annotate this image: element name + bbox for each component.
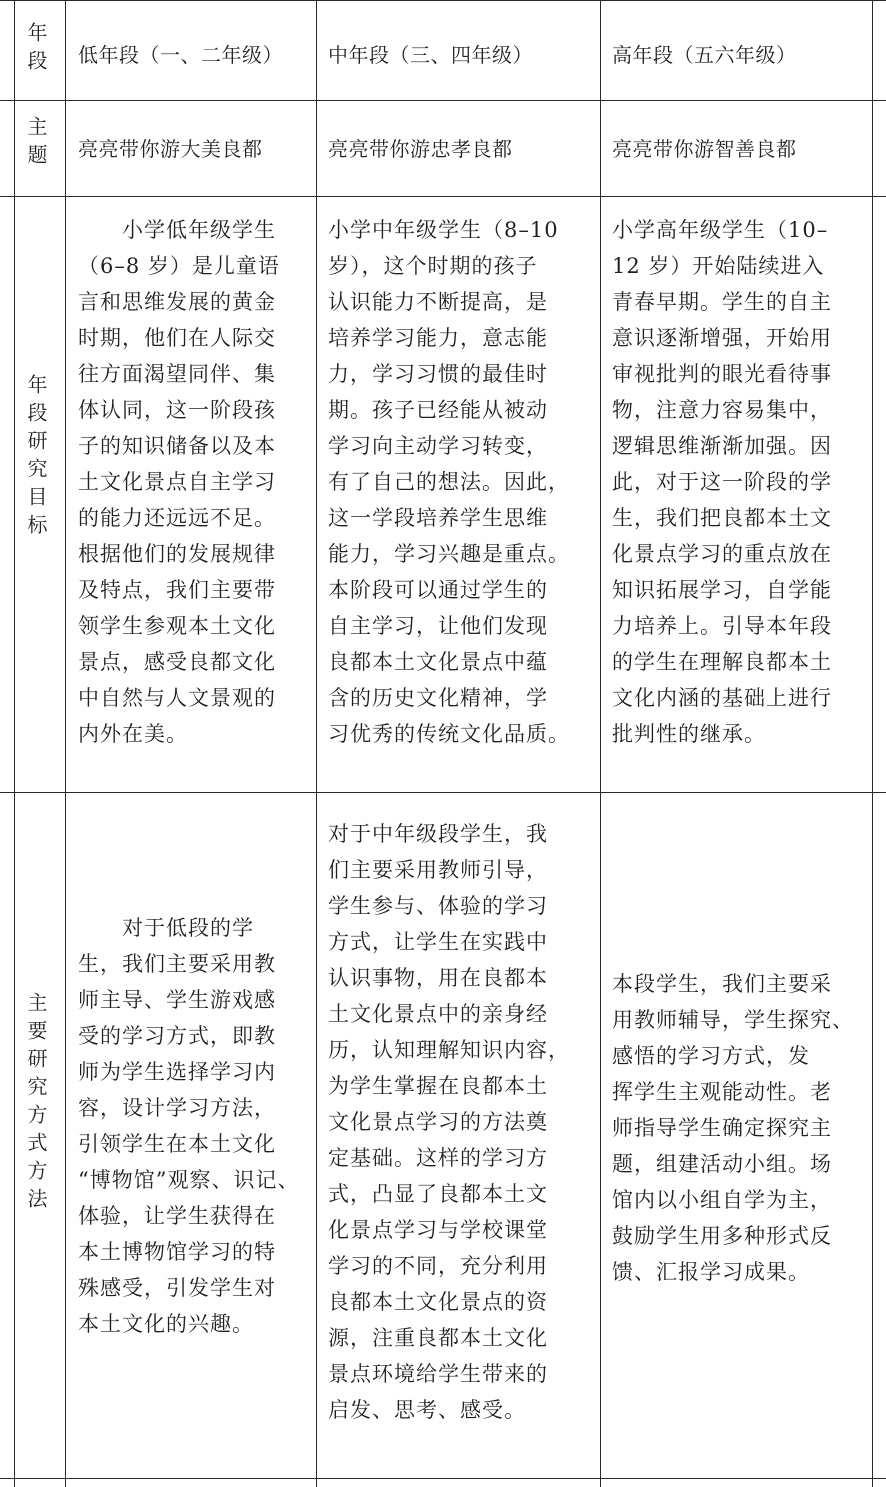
row-label-method: 主要研究方式方法 <box>24 992 48 1216</box>
goal-low-text: 小学低年级学生 （6–8 岁）是儿童语 言和思维发展的黄金 时期，他们在人际交 往方面渴望同伴、集 体认同，这一阶段孩 子的知识储备以及本 土文化景点自主学习 的能力还远远不足。 根据他们的发展规律 及特点，我们主要带 领学生参观本土文化 景点，感受良都文化 中自然与人文景观的 内外在美。 <box>78 218 280 746</box>
table-divider-col2 <box>316 0 317 1487</box>
table-divider-col3 <box>600 0 601 1487</box>
method-high-text: 本段学生，我们主要采 用教师辅导，学生探究、 感悟的学习方式，发 挥学生主观能动性。老 师指导学生确定探究主 题，组建活动小组。场 馆内以小组自学为主， 鼓励学生用多种形式反 馈、汇报学习成果。 <box>612 972 854 1284</box>
table-border-top <box>0 0 886 1</box>
row-label-theme: 主题 <box>24 116 48 172</box>
header-high-grade: 高年段（五六年级） <box>612 43 797 67</box>
table-border-left <box>14 0 15 1487</box>
row-label-grade: 年段 <box>24 22 48 78</box>
row-label-goal: 年段研究目标 <box>24 374 48 542</box>
method-mid-text: 对于中年级段学生，我 们主要采用教师引导， 学生参与、体验的学习 方式，让学生在实践中 认识事物，用在良都本 土文化景点中的亲身经 历，认知理解知识内容， 为学生掌握在良都本土 文化景点学习的方法奠 定基础。这样的学习方 式，凸显了良都本土文 化景点学习与学校课堂 学习的不同，充分利用 良都本土文化景点的资 源，注重良都本土文化 景点环境给学生带来的 启发、思考、感受。 <box>328 822 570 1422</box>
goal-high-text: 小学高年级学生（10– 12 岁）开始陆续进入 青春早期。学生的自主 意识逐渐增强，开始用 审视批判的眼光看待事 物，注意力容易集中， 逻辑思维渐渐加强。因 此，对于这一阶段的学 生，我们把良都本土文 化景点学习的重点放在 知识拓展学习，自学能 力培养上。引导本年段 的学生在理解良都本土 文化内涵的基础上进行 批判性的继承。 <box>612 218 832 746</box>
theme-low: 亮亮带你游大美良都 <box>78 137 263 161</box>
goal-mid-text: 小学中年级学生（8–10 岁），这个时期的孩子 认识能力不断提高，是 培养学习能力，意志能 力，学习习惯的最佳时 期。孩子已经能从被动 学习向主动学习转变， 有了自己的想法。因此， 这一学段培养学生思维 能力，学习兴趣是重点。 本阶段可以通过学生的 自主学习，让他们发现 良都本土文化景点中蕴 含的历史文化精神，学 习优秀的传统文化品质。 <box>328 218 570 746</box>
table-border-bottom <box>0 1478 886 1479</box>
table-divider-row1 <box>0 100 886 101</box>
theme-high: 亮亮带你游智善良都 <box>612 137 797 161</box>
table-divider-row3 <box>0 792 886 793</box>
method-low-text: 对于低段的学 生，我们主要采用教 师主导、学生游戏感 受的学习方式，即教 师为学生选择学习内 容，设计学习方法， 引领学生在本土文化 “博物馆”观察、识记、 体验，让学生获得在 本土博物馆学习的特 殊感受，引发学生对 本土文化的兴趣。 <box>78 916 300 1336</box>
table-border-right <box>872 0 873 1487</box>
table-divider-col1 <box>65 0 66 1487</box>
header-low-grade: 低年段（一、二年级） <box>78 43 283 67</box>
header-mid-grade: 中年段（三、四年级） <box>328 43 533 67</box>
table-divider-row2 <box>0 196 886 197</box>
theme-mid: 亮亮带你游忠孝良都 <box>328 137 513 161</box>
